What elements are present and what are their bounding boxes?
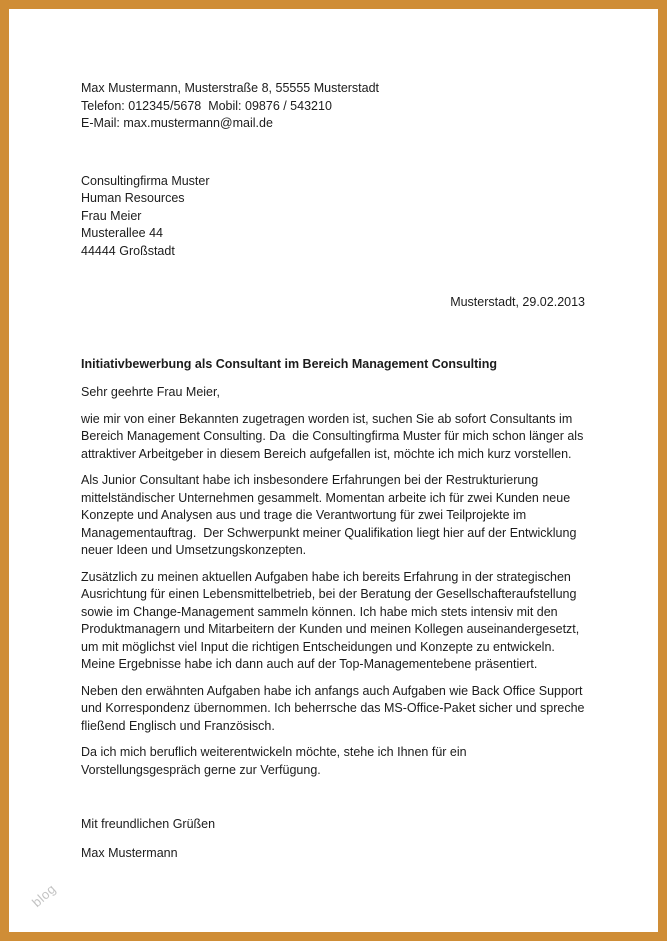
body-paragraph-5: Da ich mich beruflich weiterentwickeln möchte, stehe ich Ihnen für ein Vorstellungsgespräch gerne zur Verfügung. — [81, 745, 467, 777]
body-paragraph-2: Als Junior Consultant habe ich insbesondere Erfahrungen bei der Restrukturierung mittelständischer Unternehmen gesammelt. Momentan arbeite ich für zwei Kunden neue Konzepte und Analysen aus und trage die Verantwortung für zwei Teilprojekte im Managementauftrag. Der Schwerpunkt meiner Qualifikation liegt hier auf der Entwicklung neuer Ideen und Umsetzungskonzepten. — [81, 473, 577, 557]
body-paragraph-4: Neben den erwähnten Aufgaben habe ich anfangs auch Aufgaben wie Back Office Support und Korrespondenz übernommen. Ich beherrsche das MS-Office-Paket sicher und spreche fließend Englisch und Französisch. — [81, 683, 585, 733]
recipient-block — [81, 173, 585, 261]
recipient-city: 44444 Großstadt — [81, 243, 175, 258]
subject-line: Initiativbewerbung als Consultant im Bereich Management Consulting — [81, 356, 498, 371]
recipient-company: Consultingfirma Muster — [81, 173, 210, 188]
recipient-street: Musterallee 44 — [81, 226, 163, 240]
letter-content — [9, 9, 658, 862]
sender-block — [81, 80, 585, 133]
recipient-contact: Frau Meier — [81, 208, 142, 223]
sender-address-line: Max Mustermann, Musterstraße 8, 55555 Musterstadt — [81, 81, 380, 95]
closing-line: Mit freundlichen Grüßen — [81, 817, 216, 831]
body-paragraph-1: wie mir von einer Bekannten zugetragen worden ist, suchen Sie ab sofort Consultants im Bereich Management Consulting. Da die Consultingfirma Muster für mich schon länger als attraktiver Arbeitgeber in diesem Bereich aufgefallen ist, möchte ich mich kurz vorstellen. — [81, 411, 584, 461]
recipient-department: Human Resources — [81, 191, 185, 205]
salutation: Sehr geehrte Frau Meier, — [81, 385, 220, 399]
sender-phone-line: Telefon: 012345/5678 Mobil: 09876 / 543210 — [81, 98, 332, 113]
date-line: Musterstadt, 29.02.2013 — [450, 295, 585, 309]
watermark-blog: blog — [28, 881, 59, 910]
body-paragraph-3: Zusätzlich zu meinen aktuellen Aufgaben habe ich bereits Erfahrung in der strategischen Ausrichtung für einen Lebensmittelbetrieb, bei der Beratung der Gesellschafteraufstellung sowie im Change-Management sammeln können. Ich habe mich stets intensiv mit den Produktmanagern und Mitarbeitern der Kunden und meinen Kollegen auseinandergesetzt, um mit möglichst viel Input die richtigen Entscheidungen und Konzepte zu entwickeln. Meine Ergebnisse habe ich dann auch auf der Top-Managementebene präsentiert. — [81, 569, 580, 671]
signature-name: Max Mustermann — [81, 845, 178, 860]
sender-email-line: E-Mail: max.mustermann@mail.de — [81, 116, 273, 130]
